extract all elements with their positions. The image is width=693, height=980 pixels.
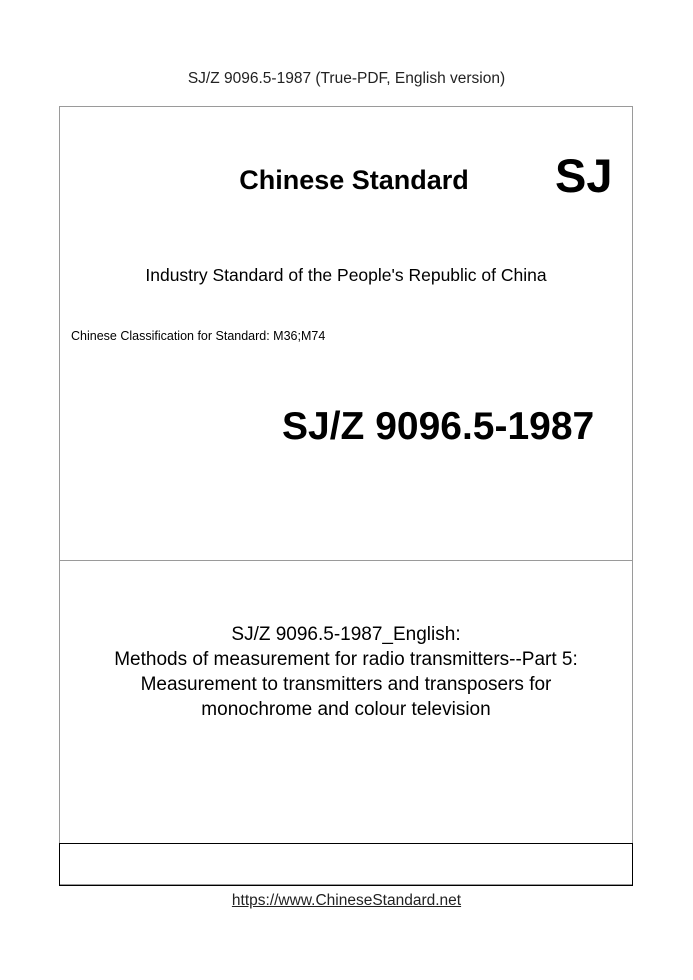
description-line: Methods of measurement for radio transmitters--Part 5: (114, 649, 578, 670)
description-line: Measurement to transmitters and transposers for (140, 674, 552, 695)
standard-description (60, 622, 632, 722)
standard-code: SJ (555, 149, 613, 202)
cover-title: Chinese Standard (239, 165, 469, 195)
description-line: monochrome and colour television (201, 699, 491, 720)
industry-standard-label: Industry Standard of the People's Republic of China (145, 265, 547, 285)
description-line: SJ/Z 9096.5-1987_English: (231, 624, 461, 645)
standard-number: SJ/Z 9096.5-1987 (282, 405, 595, 448)
footer-box (59, 843, 633, 886)
page-header: SJ/Z 9096.5-1987 (True-PDF, English version) (187, 70, 506, 87)
website-link[interactable]: https://www.ChineseStandard.net (231, 892, 462, 909)
classification-text: Chinese Classification for Standard: M36;M74 (71, 329, 326, 343)
cover-frame (59, 106, 633, 885)
section-divider (60, 560, 632, 561)
